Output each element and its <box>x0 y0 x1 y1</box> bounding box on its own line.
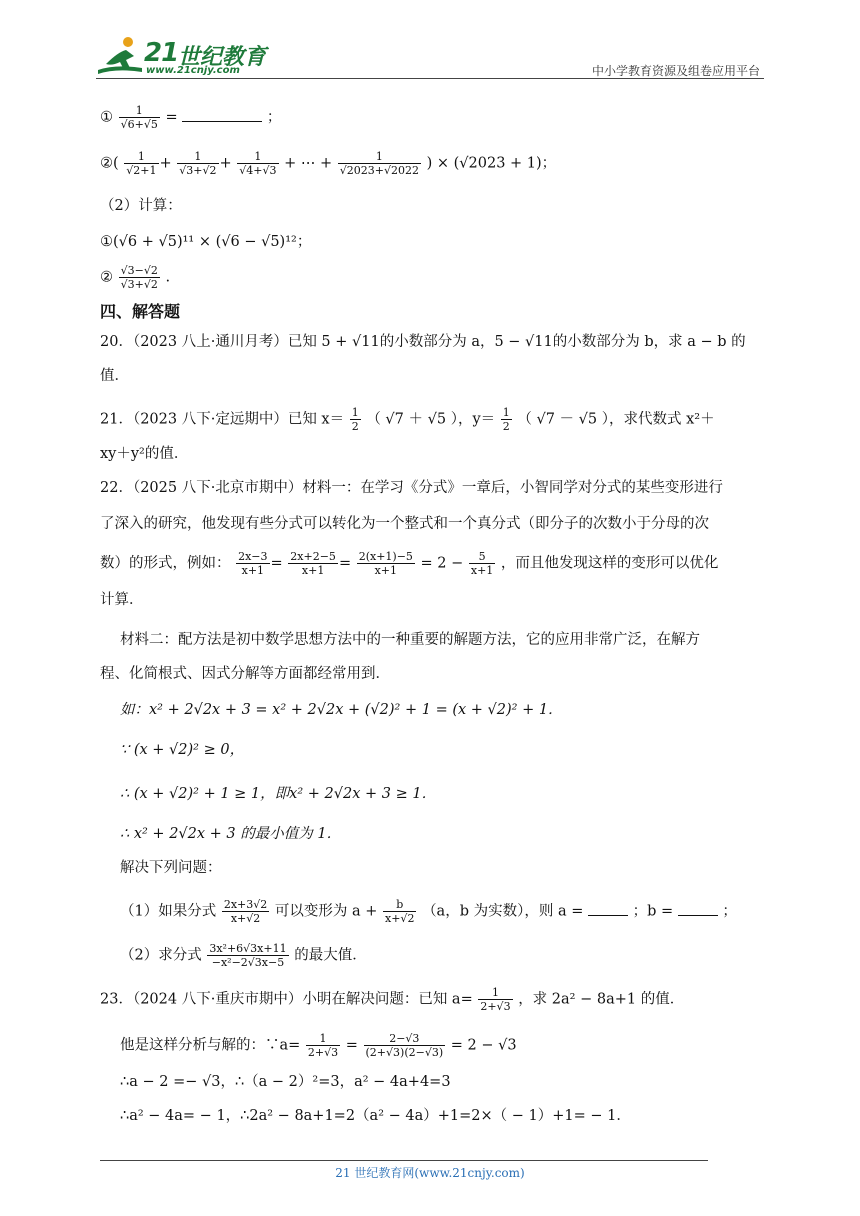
example-line1: 如：x² + 2√2x + 3 = x² + 2√2x + (√2)² + 1 = (x + √2)² + 1． <box>120 702 563 718</box>
expression-tail: ) × (√2023 + 1)； <box>426 155 557 172</box>
numerator: 3x²+6√3x+11 <box>209 942 287 955</box>
header-platform-text: 中小学教育资源及组卷应用平台 <box>591 64 760 78</box>
denominator: 2+√3 <box>307 1046 339 1059</box>
question-22-line1: 22．（2025 八下·北京市期中）材料一：在学习《分式》一章后，小智同学对分式的某些变形进行 <box>100 480 723 496</box>
fraction <box>478 986 512 1013</box>
numerator: 1 <box>124 150 158 164</box>
punct: ； <box>266 109 282 126</box>
fraction <box>177 150 218 177</box>
fraction <box>222 898 269 925</box>
answer-blank-b[interactable] <box>678 903 718 916</box>
item-3: ①(√6 + √5)¹¹ × (√6 − √5)¹²； <box>100 234 312 250</box>
numerator: 1 <box>502 406 510 419</box>
fraction <box>357 550 415 577</box>
text: ，而且他发现这样的变形可以优化 <box>500 555 719 572</box>
numerator: √3−√2 <box>120 264 158 277</box>
numerator: 2−√3 <box>364 1032 446 1046</box>
text: = 2 − √3 <box>450 1037 517 1054</box>
denominator: x+√2 <box>230 912 261 925</box>
numerator: 1 <box>306 1032 340 1046</box>
text: 数）的形式，例如： <box>100 555 231 572</box>
part-1 <box>120 898 737 925</box>
text: （1）如果分式 <box>120 903 217 920</box>
analysis-line1 <box>120 1032 517 1059</box>
text: 21．（2023 八下·定远期中）已知 x＝ <box>100 411 345 428</box>
item-number: ② <box>100 269 113 286</box>
site-logo[interactable] <box>96 34 266 78</box>
numerator: b <box>383 898 416 912</box>
question-20-line1: 20．（2023 八上·通川月考）已知 5 + √11的小数部分为 a，5 − √11的小数部分为 b，求 a − b 的 <box>100 334 746 350</box>
runner-logo-icon <box>96 34 146 78</box>
numerator: 5 <box>469 550 495 564</box>
question-21-line2: xy＋y²的值． <box>100 446 189 462</box>
numerator: 2(x+1)−5 <box>358 550 413 563</box>
question-22-line2: 了深入的研究，他发现有些分式可以转化为一个整式和一个真分式（即分子的次数小于分母的次 <box>100 516 709 532</box>
text: 23．（2024 八下·重庆市期中）小明在解决问题：已知 a= <box>100 991 473 1008</box>
text: 可以变形为 a + <box>274 903 378 920</box>
footer-link[interactable]: 21 世纪教育网(www.21cnjy.com) <box>335 1166 525 1180</box>
fraction <box>236 550 269 577</box>
denominator: x+1 <box>241 564 265 577</box>
fraction <box>306 1032 340 1059</box>
denominator: −x²−2√3x−5 <box>211 956 285 969</box>
item-number: ②( <box>100 155 119 172</box>
fraction <box>119 104 160 131</box>
numerator: 2x−3 <box>238 550 268 563</box>
punct: ； <box>722 903 737 920</box>
denominator: 2+√3 <box>480 1000 511 1013</box>
denominator: x+1 <box>470 564 494 577</box>
text: （a，b 为实数），则 a = <box>422 903 584 920</box>
numerator: 1 <box>177 150 218 164</box>
text: 的最大值． <box>294 947 367 964</box>
denominator: (2+√3)(2−√3) <box>365 1046 444 1059</box>
denominator: √3+√2 <box>120 278 158 291</box>
fraction <box>350 406 361 433</box>
solve-heading: 解决下列问题： <box>120 860 222 876</box>
answer-blank-a[interactable] <box>588 903 628 916</box>
header-divider <box>96 78 764 79</box>
text: ，求 2a² − 8a+1 的值． <box>518 991 685 1008</box>
item-2: ②( $\frac{1}{√2+1}$ + $\frac{1}{√3+√2}$ + $\frac{1}{√4+√3}$ + ⋯ + $\frac{1}{√2023+√2022}$ ) × (√2023 + 1)； <box>100 150 557 177</box>
denominator: √2023+√2022 <box>339 164 419 177</box>
punct: . <box>165 269 171 286</box>
text: ；b = <box>632 903 674 920</box>
text: （2）求分式 <box>120 947 202 964</box>
numerator: 1 <box>351 406 359 419</box>
denominator: x+√2 <box>385 912 415 925</box>
question-22-line3: 数）的形式，例如： $\frac{2x-3}{x+1}$ = $\frac{2x+2-5}{x+1}$ = $\frac{2(x+1)-5}{x+1}$ = 2 − $\frac{5}{x+1}$ ，而且他发现这样的变形可以优化 <box>100 550 719 577</box>
footer-divider <box>100 1160 708 1161</box>
logo-url: www.21cnjy.com <box>146 65 240 76</box>
analysis-line2: ∴a − 2 =− √3，∴（a − 2）²=3，a² − 4a+4=3 <box>120 1074 451 1090</box>
analysis-line3: ∴a² − 4a= − 1，∴2a² − 8a+1=2（a² − 4a）+1=2×（ − 1）+1= − 1． <box>120 1108 631 1124</box>
text: = <box>345 1037 358 1054</box>
denominator: 2 <box>502 420 510 433</box>
ellipsis: + ⋯ + <box>284 155 333 172</box>
part-2 <box>120 942 367 969</box>
fraction <box>364 1032 446 1059</box>
text: 他是这样分析与解的：∵a= <box>120 1037 301 1054</box>
fraction <box>383 898 416 925</box>
fraction <box>207 942 288 969</box>
numerator: 1 <box>237 150 278 164</box>
text: = 2 − <box>420 555 464 572</box>
denominator: 2 <box>351 420 359 433</box>
fraction <box>288 550 338 577</box>
logo-name: 世纪教育 <box>178 45 267 70</box>
text: （ √7 ＋ √5 ），y＝ <box>366 411 496 428</box>
text: （ √7 － √5 ），求代数式 x²＋ <box>517 411 715 428</box>
item-1 <box>100 104 281 131</box>
numerator: 2x+3√2 <box>223 898 268 911</box>
fraction <box>237 150 278 177</box>
equals: = <box>165 109 178 126</box>
fraction <box>338 150 421 177</box>
question-23-line1 <box>100 986 684 1013</box>
question-22-line4: 计算． <box>100 592 144 608</box>
denominator: x+1 <box>374 564 398 577</box>
denominator: √3+√2 <box>179 164 217 177</box>
question-20-line2: 值． <box>100 368 129 384</box>
fraction <box>119 264 160 291</box>
material-2-line1: 材料二：配方法是初中数学思想方法中的一种重要的解题方法，它的应用非常广泛，在解方 <box>120 632 700 648</box>
numerator: 1 <box>119 104 160 118</box>
item-number: ① <box>100 109 113 126</box>
numerator: 1 <box>338 150 421 164</box>
fraction <box>501 406 512 433</box>
page-header <box>96 34 764 82</box>
item-4 <box>100 264 170 291</box>
example-line2: ∵ (x + √2)² ≥ 0， <box>120 742 245 758</box>
fraction <box>124 150 158 177</box>
answer-blank[interactable] <box>182 109 262 122</box>
denominator: √2+1 <box>126 164 157 177</box>
denominator: x+1 <box>301 564 325 577</box>
material-2-line2: 程、化简根式、因式分解等方面都经常用到． <box>100 666 390 682</box>
numerator: 2x+2−5 <box>290 550 336 563</box>
sub-question-2: （2）计算： <box>100 198 182 214</box>
denominator: √6+√5 <box>120 118 158 131</box>
numerator: 1 <box>478 986 512 1000</box>
denominator: √4+√3 <box>239 164 277 177</box>
logo-number: 21 <box>144 38 179 68</box>
example-line4: ∴ x² + 2√2x + 3 的最小值为 1． <box>120 826 342 842</box>
fraction <box>469 550 495 577</box>
question-21-line1 <box>100 406 715 433</box>
example-line3: ∴ (x + √2)² + 1 ≥ 1，即x² + 2√2x + 3 ≥ 1． <box>120 786 437 802</box>
section-title: 四、解答题 <box>100 302 181 321</box>
